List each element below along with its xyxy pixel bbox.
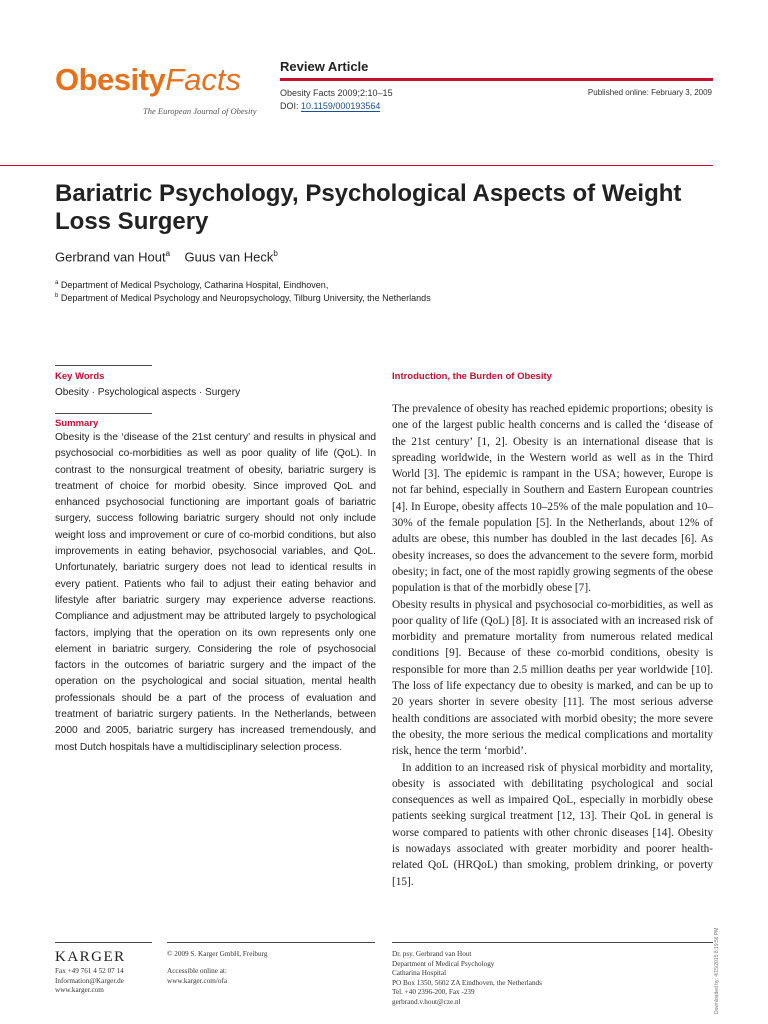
paragraph-2: Obesity results in physical and psychosocial co-morbidities, as well as poor quality of life (QoL) [8]. It is associated with an increased risk of morbidity and premature mortality from numerous related medical conditions [9]. Because of these co-morbid conditions, obesity is responsible for more than 2.5 million deaths per year worldwide [10]. The loss of life expectancy due to obesity is marked, and can be up to 20 years shorter in severe obesity [11]. The most serious adverse health conditions are associated with morbid obesity; the more severe the obesity, the more serious the medical complications and mortality risk, hence the term ‘morbid’. [392,598,713,758]
publisher-fax: Fax +49 761 4 52 07 14 [55,967,124,975]
download-stamp [714,914,744,1024]
author-2: Guus van Heck [184,249,274,265]
address-line-3: Catharina Hospital [392,969,447,978]
author-1-sup: a [165,249,171,258]
correspondence-address [392,950,542,1008]
affiliation-b-sup: b [55,293,59,299]
doi-line [280,101,380,111]
copyright: © 2009 S. Karger GmbH, Freiburg [167,950,268,958]
header-red-rule [280,78,713,81]
address-email[interactable]: gerbrand.v.hout@cze.nl [392,997,461,1006]
accessible-url[interactable]: www.karger.com/ofa [167,976,228,985]
affiliation-a [55,280,328,290]
doi-label: DOI: [280,101,302,111]
author-line [55,249,278,264]
paragraph-1: The prevalence of obesity has reached epidemic proportions; obesity is one of the largest public health concerns and is called the ‘disease of the 21st century’ [1, 2]. Obesity is an international disease that is spreading worldwide, in the Western world as well as in the Third World [3]. The epidemic is rampant in the USA; however, Europe is not far behind, especially in Southern and Eastern European countries [4]. In Europe, obesity affects 10–25% of the male population and 10–30% of the female population [5]. In the Netherlands, about 12% of adults are obese, this number has doubled in the last decades [6]. As obesity increases, so does the advancement to the severe form, morbid obesity; in fact, one of the most rapidly growing segments of the obese population is that of the morbidly obese [7]. [392,403,713,595]
keywords-heading: Key Words [55,371,105,382]
accessible-label: Accessible online at: [167,967,227,975]
summary-text: Obesity is the ‘disease of the 21st century’ and results in physical and psychosocial co-morbidities as well as poor quality of life (QoL). In contrast to the nonsurgical treatment of obesity, bariatric surgery is treatment of choice for morbid obesity. Since improved QoL and enhanced psychosocial functioning are important goals of bariatric surgery, success following bariatric surgery should not only include weight loss and improvement or cure of co-morbid conditions, but also improvements in eating behavior, psychosocial variables, and QoL. Unfortunately, bariatric surgery does not lead to identical results in every patient. Patients who fail to adjust their eating behavior and lifestyle after bariatric surgery may experience adverse reactions. Compliance and adjustment may be attributed largely to psychological factors, implying that the operation on its own represents only one element in bariatric surgery. Considering the role of psychosocial factors in the outcomes of bariatric surgery and the impact of the operation on the psychological and social situation, mental health professionals should be a part of the process of evaluation and treatment of bariatric surgery patients. In the Netherlands, between 2000 and 2005, bariatric surgery has increased tremendously, and most Dutch hospitals have a multidisciplinary selection process. [55,432,376,753]
address-line-4: PO Box 1350, 5602 ZA Eindhoven, the Netherlands [392,978,542,987]
footer-rule-3 [392,942,713,943]
keywords-rule [55,365,152,366]
logo-tagline: The European Journal of Obesity [143,106,257,116]
summary-rule [55,413,152,414]
address-line-1: Dr. psy. Gerbrand van Hout [392,950,472,958]
address-line-5: Tel. +40 2396-200, Fax -239 [392,988,475,997]
article-title: Bariatric Psychology, Psychological Aspects of Weight Loss Surgery [55,180,682,235]
affiliation-a-text: Department of Medical Psychology, Catharina Hospital, Eindhoven, [58,280,329,290]
logo-obesity: Obesity [55,62,166,97]
journal-reference: Obesity Facts 2009;2:10–15 [280,88,393,98]
journal-logo [55,62,241,98]
publisher-website[interactable]: www.karger.com [55,986,104,995]
article-type: Review Article [280,59,369,74]
publisher-logo: KARGER [55,949,126,965]
publisher-contact [55,967,124,996]
author-2-sup: b [273,249,278,258]
doi-link[interactable]: 10.1159/000193564 [301,101,381,111]
footer-rule-1 [55,942,152,943]
accessible-online [167,967,227,986]
logo-facts: Facts [165,62,242,97]
footer-rule-2 [167,942,375,943]
publisher-email[interactable]: Information@Karger.de [55,976,124,985]
section-heading: Introduction, the Burden of Obesity [392,371,552,382]
summary-heading: Summary [55,418,99,429]
published-date: Published online: February 3, 2009 [587,88,712,97]
keywords-text: Obesity · Psychological aspects · Surgery [55,387,241,398]
affiliation-b [55,293,431,303]
body-text [392,401,713,890]
author-1: Gerbrand van Hout [55,249,166,265]
affiliation-b-text: Department of Medical Psychology and Neuropsychology, Tilburg University, the Netherlands [58,293,431,303]
paragraph-3: In addition to an increased risk of physical morbidity and mortality, obesity is associated with debilitating psychological and social consequences as well as impaired QoL, especially in morbidly obese patients seeking surgical treatment [12, 13]. Their QoL in general is worse compared to patients with other chronic diseases [14]. Obesity is nowadays associated with greater morbidity and poorer health-related QoL (HRQoL) than smoking, problem drinking, or poverty [15]. [392,761,713,888]
header-divider [0,165,713,166]
download-stamp-text: Downloaded by: 4/15/2015 8:19:56 PM [714,927,720,1014]
address-line-2: Department of Medical Psychology [392,959,495,968]
affiliation-a-sup: a [55,280,59,286]
